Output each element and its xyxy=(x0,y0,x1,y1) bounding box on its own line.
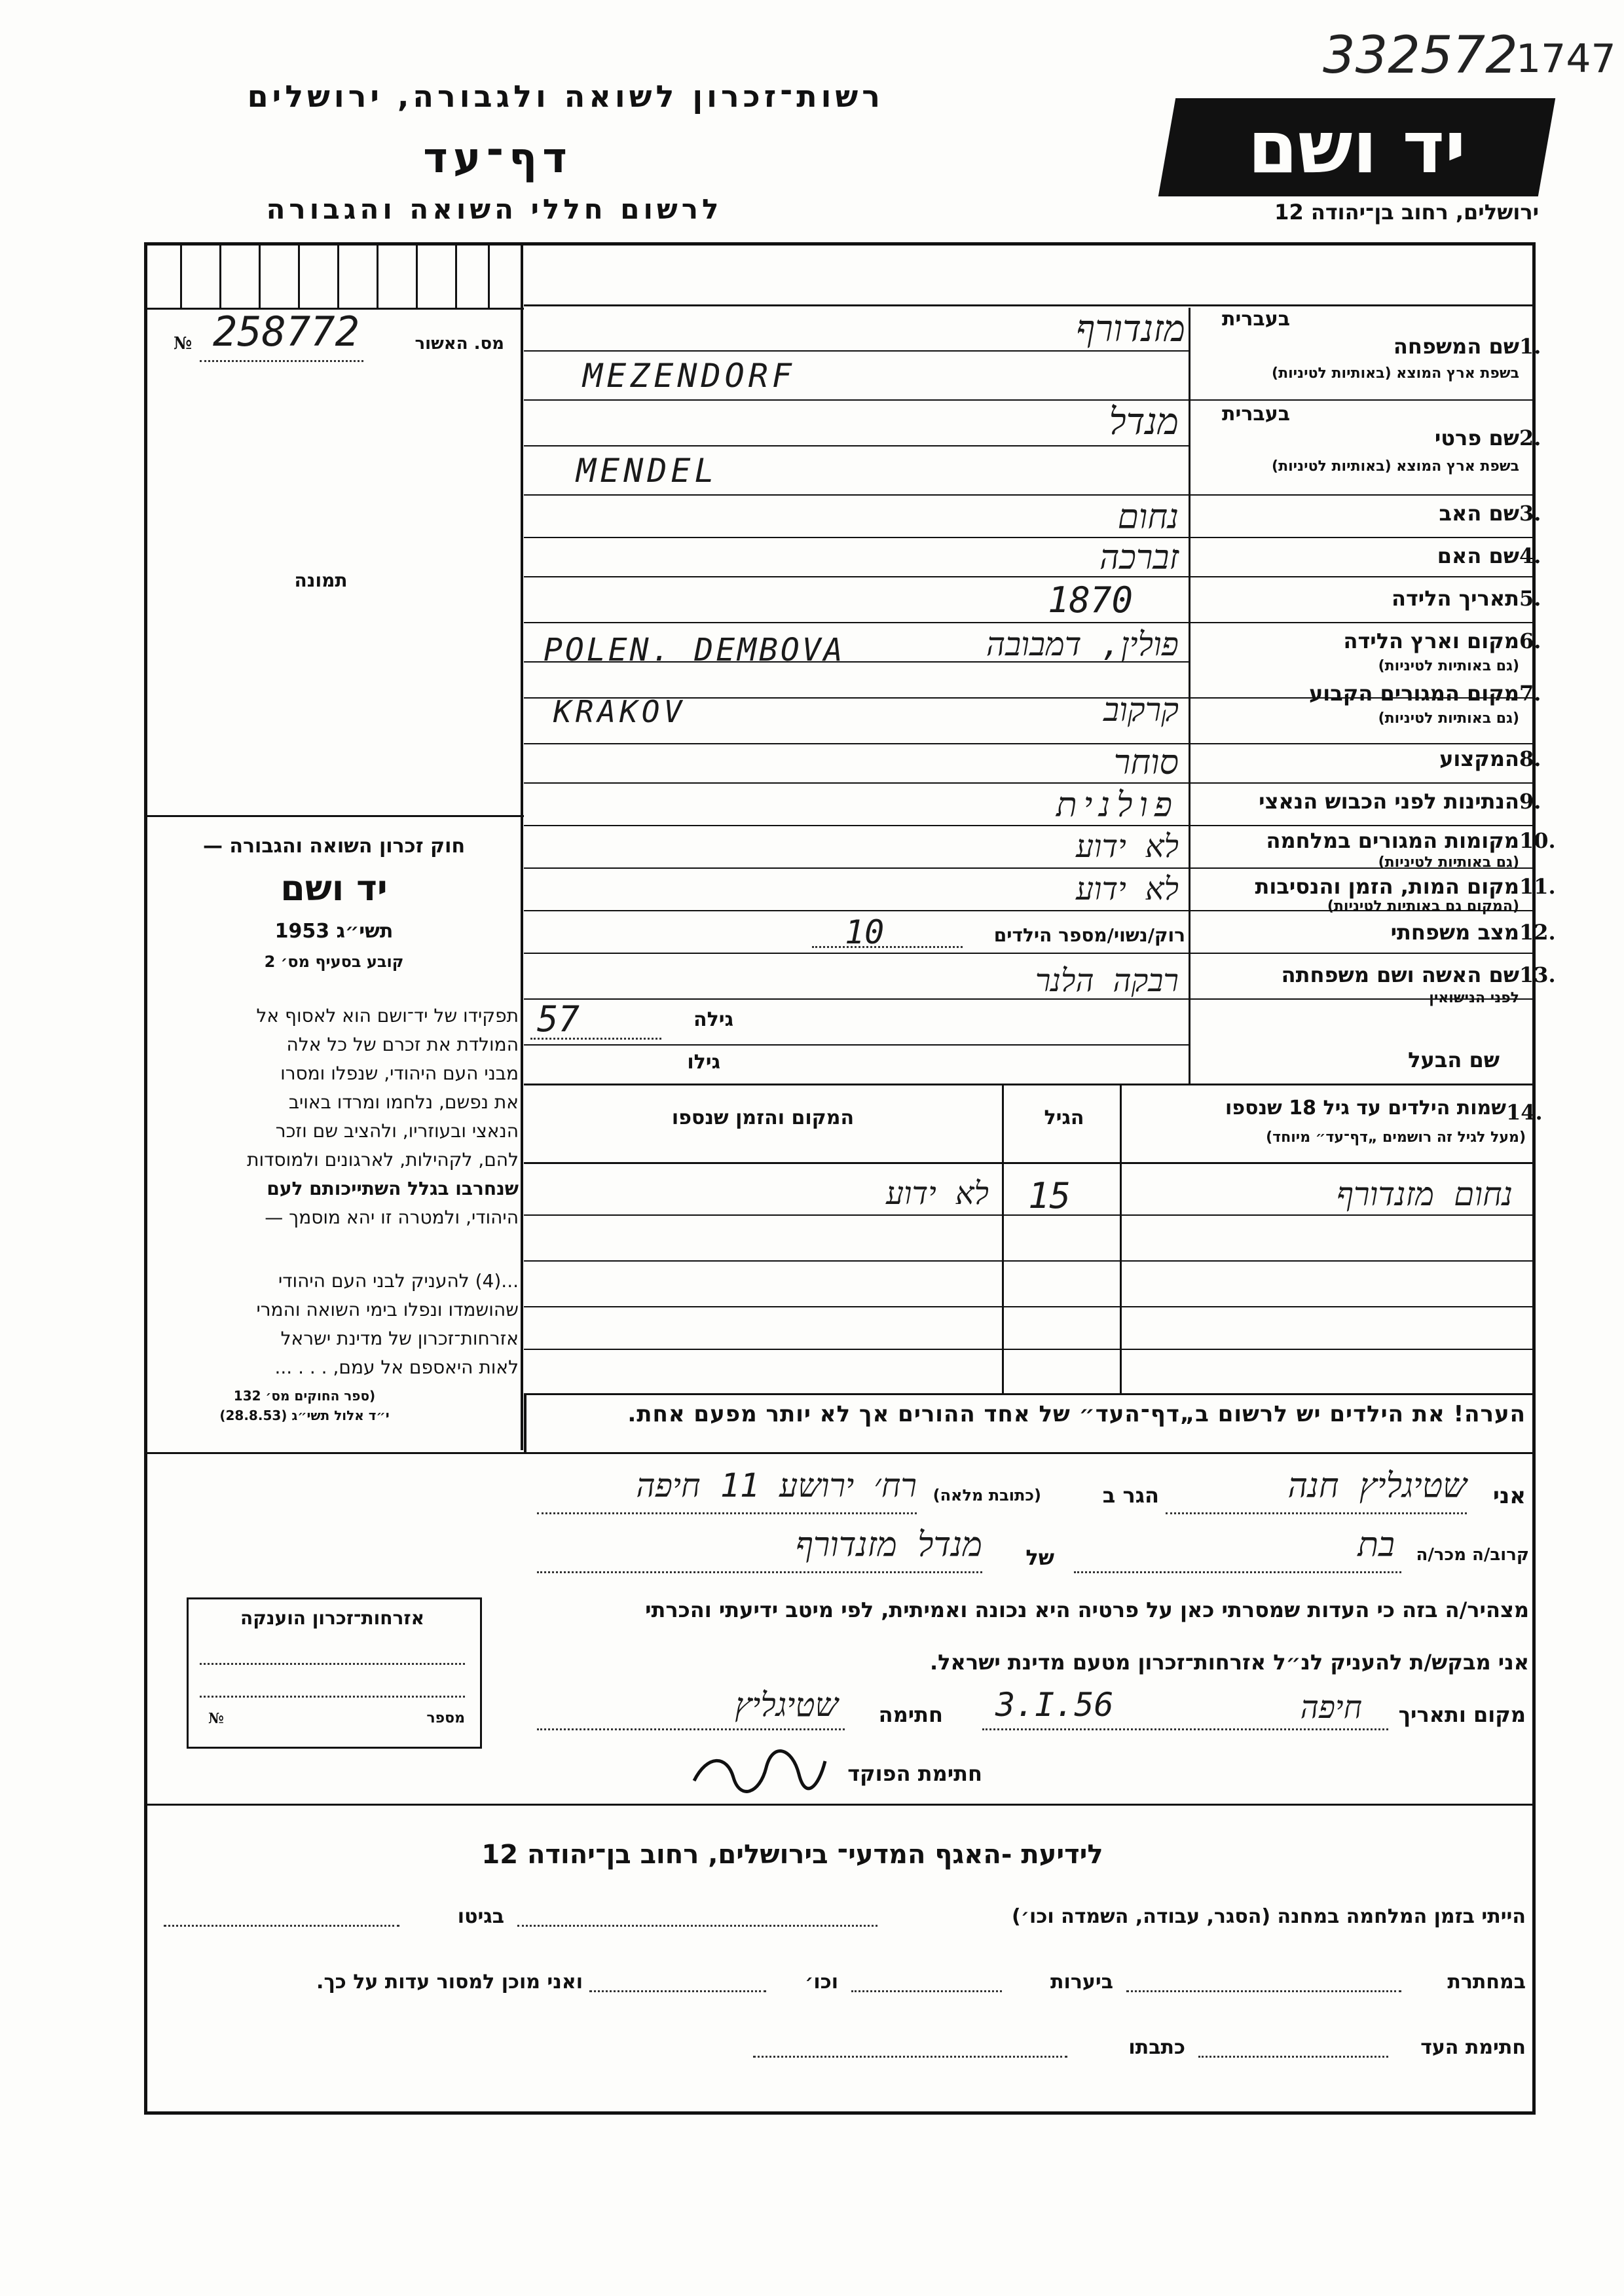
law-line: לאות היאספם אל עמם, . . . ... xyxy=(274,1357,519,1378)
footer-line3-b: כתבתו xyxy=(1128,2036,1185,2059)
law-clause: קובע בסעיף מס׳ 2 xyxy=(264,953,404,971)
field-6-value-latin: POLEN. DEMBOVA xyxy=(544,632,845,668)
field-2-num: 2. xyxy=(1519,426,1541,450)
field-4-value: זברכה xyxy=(1099,538,1179,577)
date-value: 3.I.56 xyxy=(995,1686,1114,1724)
field-5-label: תאריך הלידה xyxy=(1391,586,1519,611)
signature-label: חתימה xyxy=(878,1702,943,1727)
law-line: מבני העם היהודי, שנפלו ומסרו xyxy=(280,1063,519,1084)
declaration-relation-label: קרוב/ה מכר/ה xyxy=(1416,1545,1529,1565)
field-6-value-hebrew: פולין, דמבובה xyxy=(986,625,1179,663)
field-12-num: 12. xyxy=(1519,920,1556,945)
field-3-label: שם האב xyxy=(1439,501,1519,526)
field-11-label: מקום המות, הזמן והנסיבות xyxy=(1255,874,1519,899)
declaration-of-label: של xyxy=(1025,1545,1054,1570)
field-3-value: נחום xyxy=(1117,498,1179,537)
field-2-label: שם פרטי xyxy=(1434,426,1519,450)
children-header-names-sub: (מעל לגיל זה רושמים „דף־עד״ מיוחד) xyxy=(1266,1129,1526,1146)
note: הערה! את הילדים יש לרשום ב„דף־העד״ של אחד ההורים אך לא יותר מפעם אחת. xyxy=(627,1401,1526,1427)
field-8-value: סוחר xyxy=(1113,743,1179,782)
field-6-label: מקום וארץ הלידה xyxy=(1343,629,1519,653)
field-3-num: 3. xyxy=(1519,501,1541,526)
footer-line2-d: ואני מוכן למסור עדות על כך. xyxy=(316,1971,583,1994)
law-line: שהושמדו ונפלו בימי השואה והמרי xyxy=(256,1299,519,1321)
official-signature-label: חתימת הפוקד xyxy=(847,1761,982,1786)
declaration-resides-label: הגר ב xyxy=(1102,1483,1159,1508)
law-line: ...(4) להעניק לבני העם היהודי xyxy=(278,1270,519,1292)
field-1-value-hebrew: מזנדורף xyxy=(1076,308,1185,350)
field-7-value-hebrew: קרקוב xyxy=(1103,691,1179,729)
law-body xyxy=(152,1002,519,1232)
signature-value: שטיגליץ xyxy=(735,1686,838,1724)
footer-title: לידיעת -האגף המדעי־ בירושלים, רחוב בן־יהודה 12 xyxy=(481,1840,1103,1870)
declaration-statement-2: אני מבקש/ת להעניק לנ״ל אזרחות־זכרון מטעם מדינת ישראל. xyxy=(930,1650,1529,1675)
children-header-place: המקום והזמן שנספו xyxy=(671,1106,855,1129)
law-source-date: י״ד אלול תשי״ג (28.8.53) xyxy=(219,1408,390,1423)
footer-line2-c: וכו׳ xyxy=(805,1971,838,1994)
field-4-num: 4. xyxy=(1519,543,1541,568)
field-7-value-latin: KRAKOV xyxy=(553,694,686,729)
institution-name: רשות־זכרון לשואה ולגבורה, ירושלים xyxy=(247,79,884,114)
law-body-2 xyxy=(152,1267,519,1382)
footer-line2-b: ביערות xyxy=(1050,1971,1113,1994)
field-6-num: 6. xyxy=(1519,629,1541,653)
field-11-num: 11. xyxy=(1519,874,1556,899)
footer-line3-a: חתימת העד xyxy=(1420,2036,1526,2059)
field-13-age-label: גילה xyxy=(693,1008,733,1031)
law-year: תשי״ג 1953 xyxy=(274,920,394,943)
field-13-value: רבקה הלנר xyxy=(1035,962,1179,999)
declaration-address-label: (כתובת מלאה) xyxy=(932,1486,1041,1504)
yad-vashem-logo: יד ושם xyxy=(1158,98,1555,196)
field-9-num: 9. xyxy=(1519,789,1541,814)
field-1-num: 1. xyxy=(1519,334,1541,359)
law-line: היהודי, ולמטרה זו יהא מוסמך — xyxy=(265,1207,519,1228)
child-place: לא ידוע xyxy=(886,1175,989,1212)
law-line: הנאצי ובעוזריו, ולהציב שם וזכר xyxy=(275,1120,519,1142)
law-line: להם, לקהילות, לארגונים ולמוסדות xyxy=(247,1149,519,1171)
field-7-sublabel: (גם באותיות לטיניות) xyxy=(1378,710,1519,727)
place-date-label: מקום ותאריך xyxy=(1398,1702,1526,1727)
field-10-label: מקומות המגורים במלחמה xyxy=(1266,828,1519,853)
field-13-age: 57 xyxy=(537,998,580,1040)
field-10-value: לא ידוע xyxy=(1076,828,1179,865)
footer-line1-b: בגיטו xyxy=(457,1905,504,1928)
law-name: יד ושם xyxy=(280,867,388,909)
law-line: את נפשם, נלחמו ומרדו באויב xyxy=(288,1091,519,1113)
children-header-age: הגיל xyxy=(1044,1106,1084,1129)
field-11-sublabel: (המקום גם באותיות לטיניות) xyxy=(1327,898,1519,915)
scan-number-secondary: 1747 xyxy=(1516,36,1616,82)
field-2-value-latin: MENDEL xyxy=(576,452,718,490)
field-9-value: פולנית xyxy=(1056,786,1179,825)
field-2-value-hebrew: מנדל xyxy=(1109,401,1179,443)
field-12-inline-label: רוק/נשוי/מספר הילדים xyxy=(993,924,1185,946)
field-2-tag: בעברית xyxy=(1222,403,1290,426)
field-9-label: הנתינות לפני הכבוש הנאצי xyxy=(1259,789,1519,814)
declaration-of-value: מנדל מזנדורף xyxy=(795,1525,982,1565)
declaration-i-label: אני xyxy=(1492,1483,1526,1509)
scan-number: 332572 xyxy=(1323,26,1518,85)
approval-value: 258772 xyxy=(213,308,360,355)
place-value: חיפה xyxy=(1300,1689,1362,1726)
field-1-tag: בעברית xyxy=(1222,308,1290,331)
husband-label: שם הבעל xyxy=(1408,1048,1500,1072)
field-8-label: המקצוע xyxy=(1439,746,1519,771)
field-12-children: 10 xyxy=(845,913,885,951)
law-line: שנחרבו בגלל השתייכותם לעם xyxy=(267,1178,519,1199)
field-7-num: 7. xyxy=(1519,681,1541,706)
field-8-num: 8. xyxy=(1519,746,1541,771)
field-1-label: שם המשפחה xyxy=(1393,334,1519,359)
field-5-value: 1870 xyxy=(1048,579,1134,621)
photo-label: תמונה xyxy=(294,570,348,591)
footer-line1-a: הייתי בזמן המלחמה במחנה (הסגר, עבודה, השמדה וכו׳) xyxy=(1012,1905,1526,1928)
children-header-names: שמות הילדים עד גיל 18 שנספו xyxy=(1225,1097,1506,1120)
law-title: חוק זכרון השואה והגבורה — xyxy=(202,835,466,858)
field-11-value: לא ידוע xyxy=(1076,871,1179,907)
approval-label: מס. האשור xyxy=(415,334,504,354)
field-14-num: 14. xyxy=(1506,1100,1543,1125)
field-1-sublabel: בשפת ארץ המוצא (באותיות לטיניות) xyxy=(1272,365,1519,382)
field-5-num: 5. xyxy=(1519,586,1541,611)
official-signature-mark xyxy=(688,1741,832,1800)
citizenship-number-label: מספר xyxy=(426,1710,465,1726)
approval-no-sign: № xyxy=(174,334,193,354)
field-4-label: שם האם xyxy=(1437,543,1519,568)
field-7-label: מקום המגורים הקבוע xyxy=(1308,681,1519,706)
field-1-value-latin: MEZENDORF xyxy=(583,357,796,395)
field-10-num: 10. xyxy=(1519,828,1556,853)
law-source: (ספר החוקים מס׳ 132 xyxy=(233,1388,376,1404)
law-line: אזרחות־זכרון של מדינת ישראל xyxy=(280,1328,519,1349)
form-title: דף־עד xyxy=(423,134,572,183)
declaration-address-value: רח׳ ירושע 11 חיפה xyxy=(636,1467,917,1504)
child-age: 15 xyxy=(1028,1175,1071,1216)
citizenship-title: אזרחות־זכרון הוענקה xyxy=(240,1607,424,1629)
declaration-relation-value: בת xyxy=(1357,1525,1395,1565)
field-6-sublabel: (גם באותיות לטיניות) xyxy=(1378,658,1519,674)
field-13-sublabel: לפני הנישואין xyxy=(1429,990,1519,1006)
law-line: המולדת את זכרם של כל אלה xyxy=(286,1034,519,1055)
child-name: נחום מזנדורף xyxy=(1337,1175,1513,1213)
law-line: תפקידו של יד־ושם הוא לאסוף אל xyxy=(256,1005,519,1027)
footer-line2-a: במחתרת xyxy=(1447,1971,1526,1994)
form-subtitle: לרשום חללי השואה והגבורה xyxy=(266,193,723,225)
declaration-statement-1: מצהיר/ה בזה כי העדות שמסרתי כאן על פרטיה היא נכונה ואמיתית, לפי מיטב ידיעתי והכרתי xyxy=(645,1597,1529,1622)
field-13-label: שם האשה ושם משפחתה xyxy=(1281,962,1519,987)
citizenship-number-sign: № xyxy=(208,1710,224,1727)
field-13-num: 13. xyxy=(1519,962,1556,987)
field-10-sublabel: (גם באותיות לטיניות) xyxy=(1378,854,1519,871)
declaration-i-value: שטיגליץ חנה xyxy=(1287,1467,1467,1506)
field-12-label: מצב משפחתי xyxy=(1390,920,1519,945)
husband-age-label: גילו xyxy=(687,1051,720,1074)
address: ירושלים, רחוב בן־יהודה 12 xyxy=(1274,200,1539,225)
field-2-sublabel: בשפת ארץ המוצא (באותיות לטיניות) xyxy=(1272,458,1519,475)
